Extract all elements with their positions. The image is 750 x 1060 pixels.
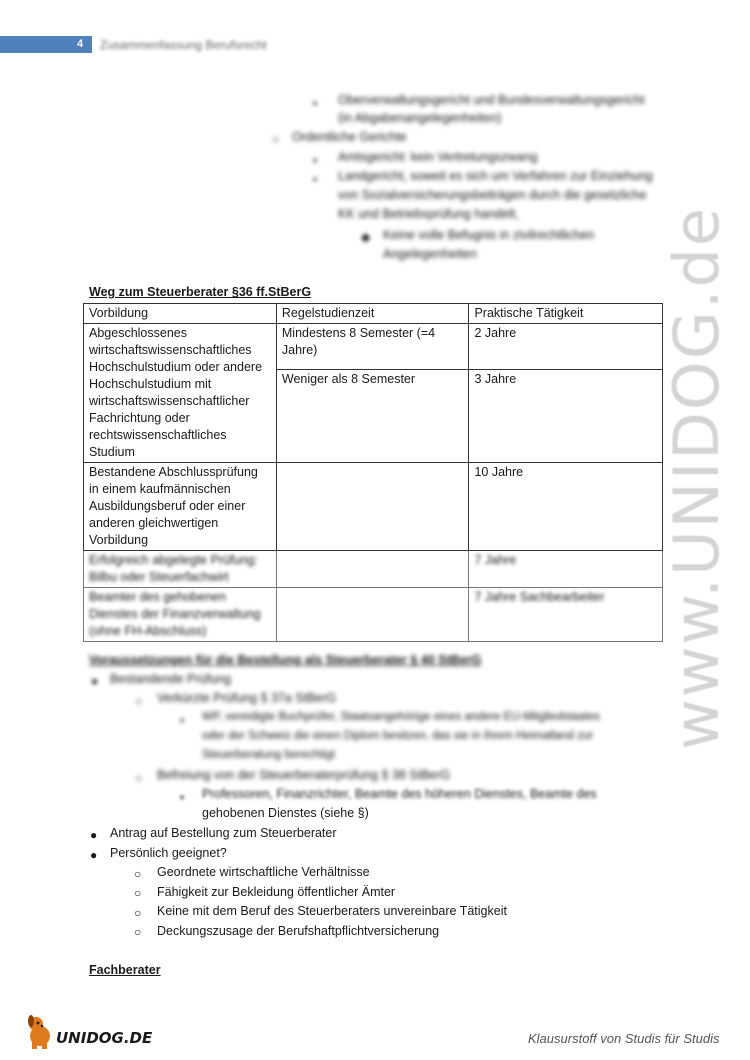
bullet-circle-icon: ○ <box>135 694 143 708</box>
list-item: Bestandende Prüfung <box>110 672 231 686</box>
list-item: Antrag auf Bestellung zum Steuerberater <box>110 826 337 840</box>
table-row <box>84 463 663 551</box>
page-number: 4 <box>76 38 84 50</box>
list-item-continuation: gehobenen Dienstes (siehe §) <box>202 806 369 820</box>
list-item: (in Abgabenangelegenheiten) <box>338 111 502 125</box>
table-title: Weg zum Steuerberater §36 ff.StBerG <box>89 285 312 299</box>
table-cell <box>276 588 469 642</box>
list-item: oder der Schweiz die einen Diplom besitzen, das sie in ihrem Heimatland zur <box>202 730 594 742</box>
table-cell: 3 Jahre <box>469 370 663 463</box>
list-item: Amtsgericht: kein Vertretungszwang <box>338 150 538 164</box>
bullet-square-icon: ▪ <box>313 153 318 167</box>
column-header: Vorbildung <box>84 304 277 324</box>
bullet-square-icon: ▪ <box>313 172 318 186</box>
unidog-logo <box>22 1012 157 1052</box>
bullet-dot-icon: ● <box>90 828 98 842</box>
section-heading-fachberater: Fachberater <box>89 963 161 977</box>
page-header-title: Zusammenfassung Berufsrecht <box>100 38 267 52</box>
list-item: WP, vereidigte Buchprüfer, Staatsangehörige eines andere EU-Mitgliedstaates <box>202 711 601 723</box>
sub-list-item: Deckungszusage der Berufshaftpflichtversicherung <box>157 924 440 938</box>
bullet-circle-icon: ○ <box>134 867 142 881</box>
dog-logo-icon <box>22 1012 157 1052</box>
list-item: Keine volle Befugnis in zivilrechtlichen <box>383 228 595 242</box>
table-cell: Abgeschlossenes wirtschaftswissenschaftliches Hochschulstudium oder andere Hochschulstudium mit wirtschaftswissenschaftlicher Fachrichtung oder rechtswissenschaftliches Studium <box>84 324 277 463</box>
bullet-diamond-icon: ◆ <box>361 230 371 244</box>
table-header-row <box>84 304 663 324</box>
bullet-dot-icon: ● <box>90 848 98 862</box>
list-item: Angelegenheiten <box>383 247 477 261</box>
section-heading-voraussetzungen: Voraussetzungen für die Bestellung als Steuerberater § 40 StBerG <box>89 653 482 667</box>
table-row <box>84 324 663 370</box>
bullet-circle-icon: ○ <box>134 906 142 920</box>
list-item: Verkürzte Prüfung § 37a StBerG <box>157 691 337 705</box>
bullet-dot-icon: ● <box>91 674 99 688</box>
bullet-square-icon: ▪ <box>180 790 185 804</box>
sub-list-item: Geordnete wirtschaftliche Verhältnisse <box>157 865 370 879</box>
bullet-circle-icon: ○ <box>134 925 142 939</box>
table-row <box>84 588 663 642</box>
column-header: Praktische Tätigkeit <box>469 304 663 324</box>
table-cell <box>276 463 469 551</box>
list-item: Oberverwaltungsgericht und Bundesverwaltungsgericht <box>338 93 645 107</box>
bullet-square-icon: ▪ <box>313 96 318 110</box>
column-header: Regelstudienzeit <box>276 304 469 324</box>
bullet-circle-icon: ○ <box>135 771 143 785</box>
list-item: von Sozialversicherungsbeiträgen durch die gesetzliche <box>338 188 647 202</box>
table-cell <box>276 551 469 588</box>
list-item: Steuerberatung berechtigt <box>202 749 335 761</box>
list-item: Landgericht, soweit es sich um Verfahren zur Einziehung <box>338 169 653 183</box>
list-item: Professoren, Finanzrichter, Beamte des höheren Dienstes, Beamte des <box>202 787 597 801</box>
bullet-circle-icon: ○ <box>272 132 280 146</box>
list-item: KK und Betriebsprüfung handelt, <box>338 207 519 221</box>
footer-tagline: Klausurstoff von Studis für Studis <box>528 1031 720 1046</box>
sub-list-item: Keine mit dem Beruf des Steuerberaters unvereinbare Tätigkeit <box>157 904 507 918</box>
table-cell: 7 Jahre Sachbearbeiter <box>469 588 663 642</box>
table-cell: Bestandene Abschlussprüfung in einem kaufmännischen Ausbildungsberuf oder einer anderen gleichwertigen Vorbildung <box>84 463 277 551</box>
table-cell: Erfolgreich abgelegte Prüfung: Bilbu oder Steuerfachwirt <box>84 551 277 588</box>
table-cell: 7 Jahre <box>469 551 663 588</box>
table-cell: Beamter des gehobenen Dienstes der Finanzverwaltung (ohne FH-Abschluss) <box>84 588 277 642</box>
bullet-square-icon: ▪ <box>180 713 185 727</box>
table-cell: Mindestens 8 Semester (=4 Jahre) <box>276 324 469 370</box>
svg-text:UNIDOG.DE: UNIDOG.DE <box>56 1029 153 1047</box>
table-cell: 10 Jahre <box>469 463 663 551</box>
bullet-circle-icon: ○ <box>134 886 142 900</box>
list-item: Persönlich geeignet? <box>110 846 227 860</box>
table-row <box>84 551 663 588</box>
watermark: www.UNIDOG.de <box>660 206 733 750</box>
list-item: Ordentliche Gerichte <box>292 130 407 144</box>
sub-list-item: Fähigkeit zur Bekleidung öffentlicher Ämter <box>157 885 396 899</box>
table-cell: 2 Jahre <box>469 324 663 370</box>
list-item: Befreiung von der Steuerberaterprüfung § 38 StBerG <box>157 768 451 782</box>
table-cell: Weniger als 8 Semester <box>276 370 469 463</box>
steuerberater-table <box>83 303 663 642</box>
